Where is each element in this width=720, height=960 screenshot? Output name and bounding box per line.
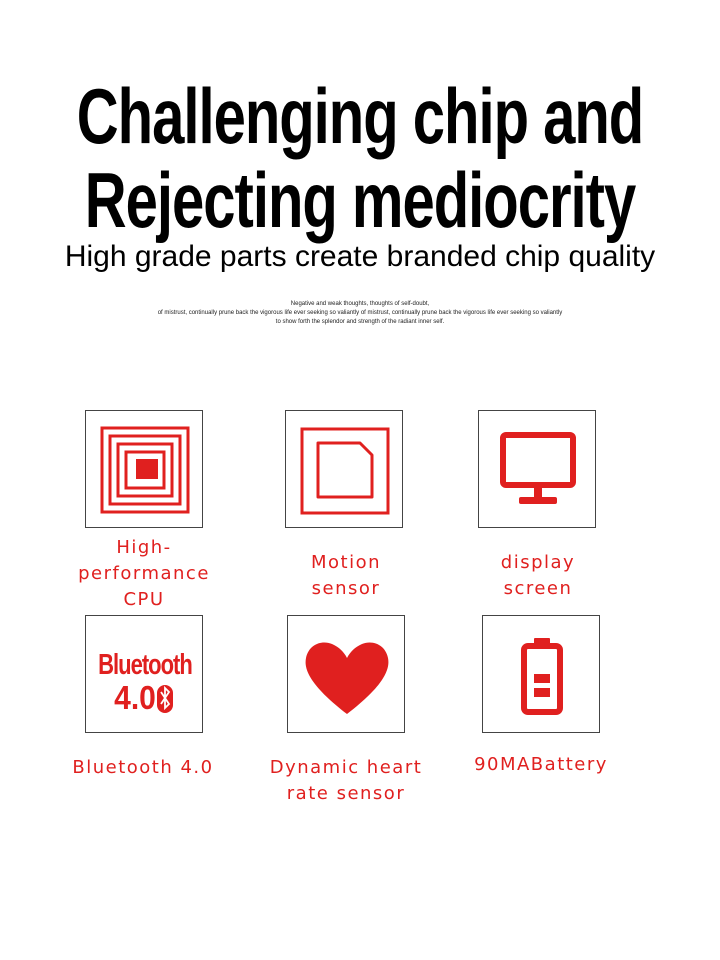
fine-print-line-3: to show forth the splendor and strength of the radiant inner self. <box>275 319 445 325</box>
feature-label-battery <box>456 752 626 778</box>
feature-tile-battery <box>482 615 600 733</box>
display-monitor-icon <box>479 411 597 529</box>
bluetooth-icon <box>86 616 204 734</box>
motion-sensor-icon <box>286 411 404 529</box>
battery-icon <box>483 616 601 734</box>
feature-tile-cpu <box>85 410 203 528</box>
label-line: performance <box>78 563 210 584</box>
subheadline: High grade parts create branded chip quality <box>64 240 656 273</box>
feature-tile-bluetooth <box>85 615 203 733</box>
feature-label-bluetooth <box>48 755 238 781</box>
label-line: screen <box>503 578 573 599</box>
label-line: Motion <box>310 552 382 573</box>
label-line: rate sensor <box>286 783 406 804</box>
label-line: CPU <box>123 589 165 610</box>
fine-print-line-1: Negative and weak thoughts, thoughts of self-doubt, <box>290 301 430 307</box>
label-line: Dynamic heart <box>269 757 423 778</box>
cpu-chip-icon <box>86 411 204 529</box>
label-line: sensor <box>311 578 381 599</box>
feature-label-cpu <box>60 535 228 613</box>
headline-line-1: Challenging chip and <box>76 72 644 161</box>
feature-tile-display <box>478 410 596 528</box>
label-line: Bluetooth 4.0 <box>72 757 214 778</box>
feature-tile-heart-rate <box>287 615 405 733</box>
fine-print-line-2: of mistrust, continually prune back the vigorous life ever seeking so valiantly of mistrust, continually prune back the vigorous life ever seeking so valiantly <box>157 310 563 316</box>
label-line: display <box>500 552 576 573</box>
headline-line-2: Rejecting mediocrity <box>84 156 636 245</box>
feature-label-motion-sensor <box>262 550 430 602</box>
feature-label-heart-rate <box>250 755 442 807</box>
bluetooth-logo-word: Bluetooth <box>98 648 192 681</box>
label-line: High- <box>116 537 172 558</box>
feature-tile-motion-sensor <box>285 410 403 528</box>
bluetooth-logo-version: 4.0 <box>114 680 156 717</box>
bluetooth-rune-icon <box>86 616 204 734</box>
heart-icon <box>288 616 406 734</box>
label-line: 90MABattery <box>474 754 608 775</box>
feature-label-display <box>454 550 622 602</box>
